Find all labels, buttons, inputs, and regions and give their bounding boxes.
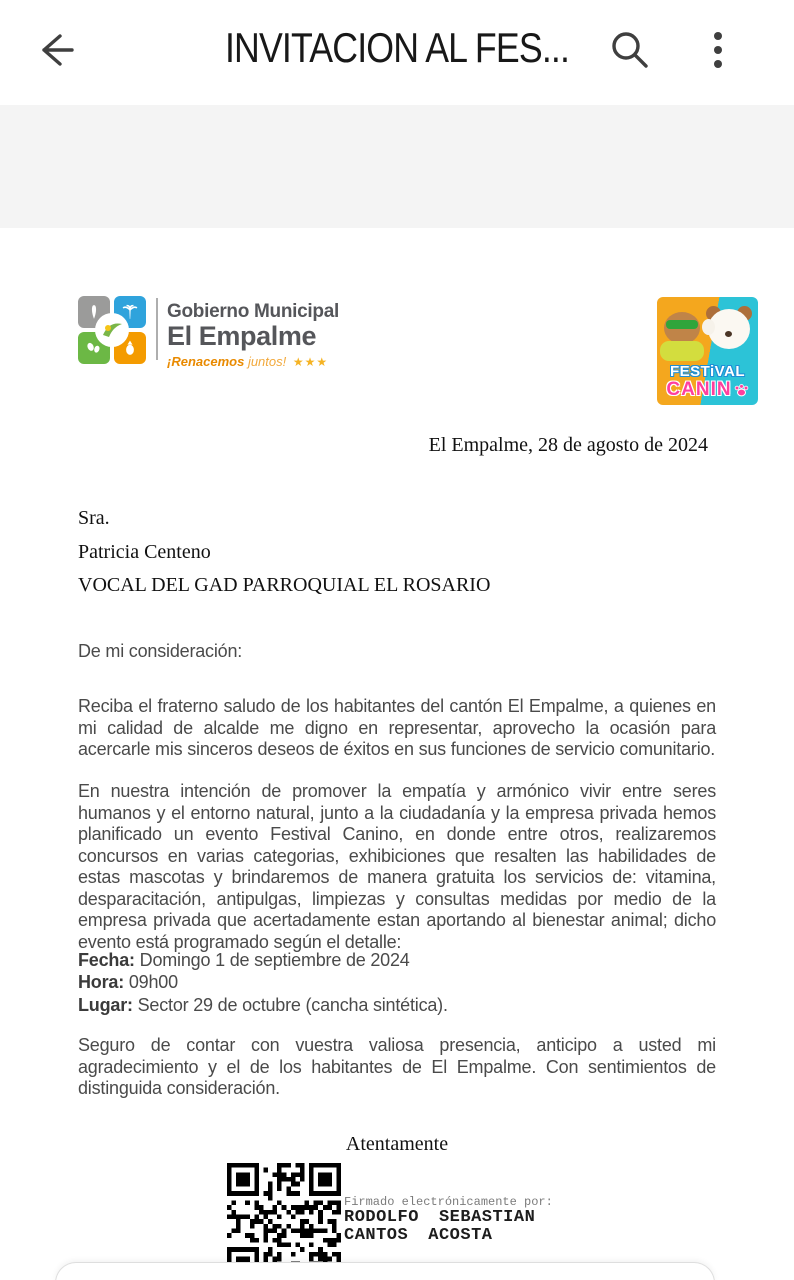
sunglasses-icon	[666, 320, 698, 329]
bottom-sheet-handle[interactable]	[55, 1262, 715, 1280]
event-time-value: 09h00	[128, 972, 178, 993]
tagline-bold: ¡Renacemos	[167, 354, 245, 369]
viewer-background	[0, 105, 794, 228]
signature-caption: Firmado electrónicamente por:	[344, 1195, 553, 1209]
closing-paragraph: Seguro de contar con vuestra valiosa presencia, anticipo a usted mi agradecimiento y el de los habitantes de El Empalme. Con sentimientos de distinguida consideración.	[78, 1035, 716, 1098]
puppy-nose-icon	[725, 331, 732, 337]
municipal-logo	[78, 296, 339, 368]
event-place-row	[78, 994, 448, 1016]
search-button[interactable]	[606, 26, 654, 74]
recipient-title: VOCAL DEL GAD PARROQUIAL EL ROSARIO	[78, 574, 491, 596]
body-paragraph-1: Reciba el fraterno saludo de los habitantes del cantón El Empalme, a quienes en mi calidad de alcalde me digno en representar, aprovecho la ocasión para acercarle mis sinceros deseos de éxitos en sus funciones de servicio comunitario.	[78, 696, 716, 759]
dog-shirt	[660, 341, 704, 361]
canino-word	[666, 380, 748, 400]
document-title: INVITACION AL FES...	[224, 24, 570, 71]
electronic-signature	[344, 1195, 553, 1244]
signatory-name-line2: CANTOS ACOSTA	[344, 1225, 493, 1245]
event-details	[78, 949, 448, 1016]
festival-canino-logo	[657, 297, 758, 405]
canino-text: CANIN	[666, 379, 732, 401]
bird-emblem-icon	[95, 313, 129, 347]
event-time-label: Hora:	[78, 972, 125, 993]
event-place-label: Lugar:	[78, 994, 133, 1015]
logo-divider	[156, 298, 158, 360]
event-time-row	[78, 971, 448, 993]
tagline-italic: juntos!	[247, 354, 287, 369]
festival-logo-text	[657, 364, 758, 400]
recipient-block	[78, 502, 490, 603]
letter-page	[0, 228, 794, 1280]
recipient-name: Patricia Centeno	[78, 540, 211, 563]
event-date-label: Fecha:	[78, 950, 135, 970]
event-date-value: Domingo 1 de septiembre de 2024	[139, 950, 410, 970]
search-icon	[606, 26, 654, 74]
body-paragraph-2: En nuestra intención de promover la empatía y armónico vivir entre seres humanos y el entorno natural, junto a la ciudadanía y la empresa privada hemos planificado un evento Festival Canino, en donde entre otros, realizaremos concursos en varias categorias, exhibiciones que resalten las habilidades de estas mascotas y brindaremos de manera gratuita los servicios de: vitamina, desparacitación, antipulgas, limpiezas y consultas medidas por medio de la empresa privada que acertadamente estan aportando al bienestar animal; dicho evento está programado según el detalle:	[78, 781, 716, 952]
municipality-name	[167, 296, 339, 368]
event-place-value: Sector 29 de octubre (cancha sintética).	[137, 994, 448, 1015]
municipality-tagline	[167, 355, 339, 368]
arrow-left-icon	[32, 28, 76, 72]
app-bar	[0, 0, 794, 105]
recipient-salutation: Sra.	[78, 507, 110, 529]
event-date-row	[78, 949, 448, 971]
tagline-stars: ★★★	[292, 355, 329, 369]
overflow-menu-button[interactable]	[696, 26, 740, 74]
festival-word: FESTiVAL	[669, 363, 746, 381]
org-name-line1: Gobierno Municipal	[167, 301, 339, 322]
back-button[interactable]	[32, 28, 76, 72]
letter-date: El Empalme, 28 de agosto de 2024	[428, 434, 708, 456]
signoff: Atentamente	[345, 1133, 449, 1155]
three-dot-menu-icon	[696, 26, 740, 74]
puppy-paw-icon	[702, 319, 715, 335]
signatory-name-line1: RODOLFO SEBASTIAN	[344, 1208, 536, 1227]
paw-print-icon	[734, 383, 749, 397]
greeting-line: De mi consideración:	[78, 641, 243, 661]
org-name-line2: El Empalme	[167, 321, 317, 351]
municipal-emblem-icon	[78, 296, 146, 364]
